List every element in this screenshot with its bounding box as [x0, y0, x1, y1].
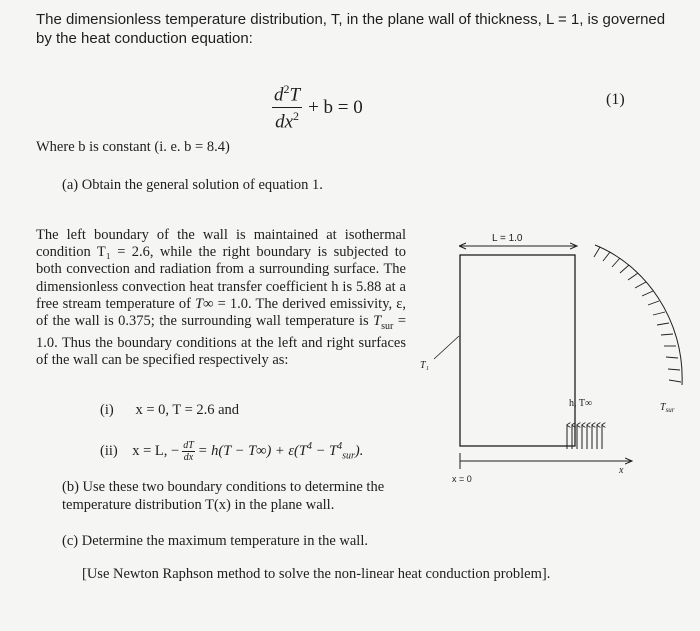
- thickness-label: L = 1.0: [492, 233, 523, 244]
- second-derivative-fraction: [272, 82, 302, 134]
- where-b-text: Where b is constant (i. e. b = 8.4): [36, 139, 230, 155]
- intro-text: The dimensionless temperature distribution, T, in the plane wall of thickness, L = 1, is governed by the heat conduction equation:: [36, 11, 666, 47]
- para-part-2: = 1.0. The derived emissivity, ε, of the wall is 0.375; the surrounding wall temperature is: [36, 295, 407, 330]
- condition-ii-lhs: x = L, −: [132, 443, 180, 459]
- newton-raphson-note: [Use Newton Raphson method to solve the non-linear heat conduction problem].: [82, 566, 551, 582]
- dtdx-num: dT: [183, 440, 194, 451]
- t1-leader-line: [434, 336, 459, 359]
- condition-i-text: x = 0, T = 2.6 and: [135, 402, 240, 418]
- condition-i: [100, 402, 239, 419]
- sur-sub: sur: [342, 450, 355, 462]
- eq-rest: + b = 0: [308, 96, 363, 118]
- condition-ii-label: (ii): [100, 443, 118, 459]
- condition-ii-rhs-b: − T: [311, 442, 338, 459]
- exp-4b: 4: [337, 441, 343, 453]
- x-axis-label: x: [619, 465, 624, 476]
- exp-4a: 4: [306, 441, 312, 453]
- t-sur-subscript: sur: [381, 320, 394, 332]
- surrounding-surface-arc: [595, 245, 682, 385]
- origin-label: x = 0: [452, 474, 472, 484]
- plane-wall-diagram: [410, 225, 690, 490]
- condition-i-label: (i): [100, 402, 114, 418]
- part-b-text: (b) Use these two boundary conditions to determine the temperature distribution T(x) in the plane wall.: [62, 479, 385, 513]
- eq-den-base: dx: [275, 111, 293, 133]
- eq-num-exp: 2: [283, 82, 290, 96]
- equation-1: [272, 82, 363, 134]
- t1-label: T₁: [420, 360, 430, 371]
- equation-number: (1): [606, 91, 625, 108]
- convection-label: h, T∞: [569, 398, 593, 409]
- condition-ii-rhs-c: ).: [354, 442, 364, 459]
- eq-num-var: T: [289, 84, 301, 106]
- dtdx-fraction: [182, 440, 195, 463]
- dtdx-den: dx: [183, 452, 194, 463]
- t-infinity-symbol: T∞: [195, 295, 214, 312]
- part-a-text: (a) Obtain the general solution of equation 1.: [62, 177, 323, 193]
- condition-ii-rhs-a: = h(T − T∞) + ε(T: [197, 442, 307, 459]
- t-sur-symbol: T: [373, 313, 382, 330]
- para-part-1: The left boundary of the wall is maintained at isothermal condition T₁ = 2.6, while the right boundary is subjected to both convection and radiation from a surrounding surface. The dimensionless convection heat transfer coefficient h is 5.88 at a free stream temperature of: [36, 227, 406, 312]
- problem-paragraph: [36, 227, 406, 370]
- tsur-label: $T_{sur}$: [660, 402, 675, 414]
- condition-ii: [100, 440, 363, 463]
- wall-rectangle: [460, 255, 575, 446]
- part-c-text: (c) Determine the maximum temperature in the wall.: [62, 533, 368, 549]
- para-part-3: = 1.0. Thus the boundary conditions at the left and right surfaces of the wall can be specified respectively as:: [36, 313, 407, 369]
- eq-num-base: d: [274, 84, 284, 106]
- convection-arrows: [567, 425, 602, 449]
- eq-den-exp: 2: [293, 109, 299, 124]
